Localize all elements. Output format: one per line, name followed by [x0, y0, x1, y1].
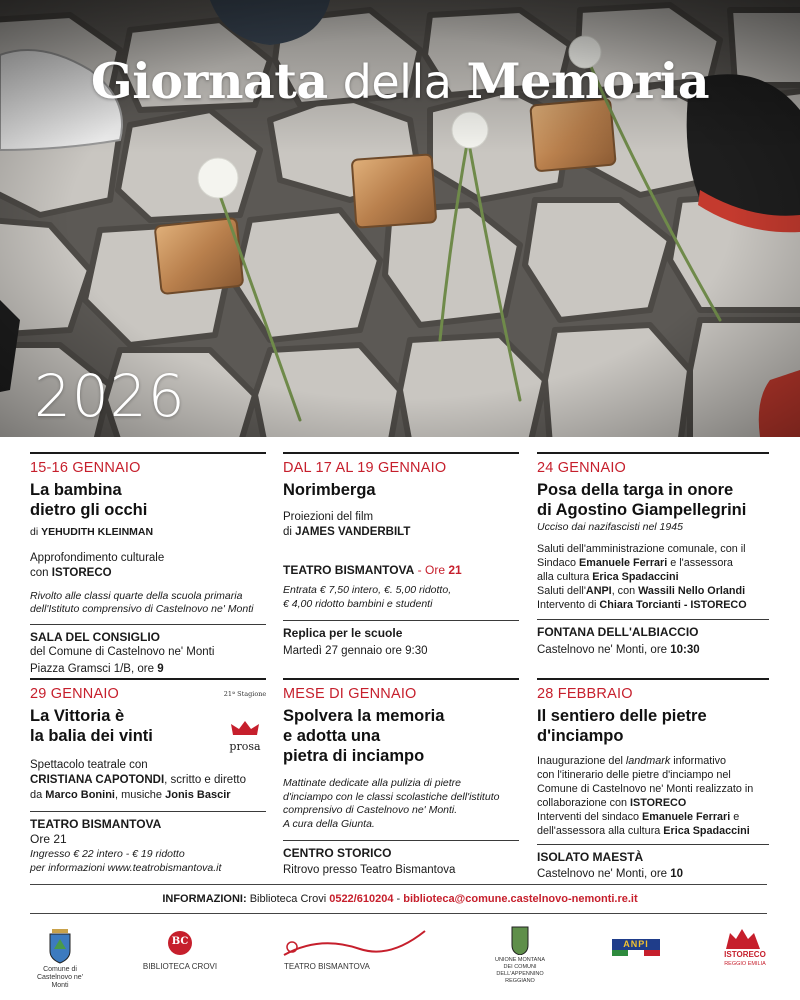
event-note: Rivolto alle classi quarte della scuola primaria dell'Istituto comprensivo di Castelnovo ne' Monti: [30, 589, 254, 615]
event-title: [283, 706, 519, 766]
event-title: [537, 480, 769, 520]
title-line: Il sentiero delle pietre: [537, 707, 707, 725]
divider: [30, 678, 266, 680]
event-desc: Saluti dell'amministrazione comunale, con il Sindaco Emanuele Ferrari e l'assessora alla cultura Erica Spadaccini Saluti dell'ANPI, con Wassili Nello Orlandi Intervento di Chiara Torcianti - ISTORECO: [537, 542, 747, 611]
event-title: [283, 480, 519, 500]
divider: [30, 913, 767, 914]
event-date: DAL 17 AL 19 GENNAIO: [283, 460, 447, 476]
hero-year: 2026: [34, 362, 186, 430]
event-price: Entrata € 7,50 intero, €. 5,00 ridotto, € 4,00 ridotto bambini e studenti: [283, 584, 452, 610]
divider: [30, 452, 266, 454]
title-line: la balia dei vinti: [30, 727, 153, 745]
prosa-logo: [220, 690, 270, 753]
title-part-2: della: [342, 55, 452, 109]
event-date: MESE DI GENNAIO: [283, 686, 417, 702]
info-phone[interactable]: 0522/610204: [329, 893, 394, 905]
teatro-icon: [280, 925, 430, 963]
event-desc: Spettacolo teatrale con CRISTIANA CAPOTONDI, scritto e diretto da Marco Bonini, musiche Jonis Bascir: [30, 759, 246, 801]
event-venue: CENTRO STORICO: [283, 846, 392, 860]
info-email[interactable]: biblioteca@comune.castelnovo-nemonti.re.it: [403, 893, 638, 905]
title-line: pietra di inciampo: [283, 747, 425, 765]
title-line: La Vittoria è: [30, 707, 125, 725]
event-venue: SALA DEL CONSIGLIO: [30, 629, 161, 644]
event-time: Ore 21: [30, 832, 67, 846]
title-part-1: Giornata: [90, 52, 328, 110]
title-line: Posa della targa in onore: [537, 481, 734, 499]
title-line: La bambina: [30, 481, 122, 499]
venue-details: Ritrovo presso Teatro Bismantova: [283, 864, 456, 876]
event-author: di YEHUDITH KLEINMAN: [30, 526, 154, 538]
event-date: 29 GENNAIO: [30, 686, 120, 702]
event-note: Mattinate dedicate alla pulizia di pietre d'inciampo con le classi scolastiche dell'istituto comprensivo di Castelnovo ne' Monti. A cura della Giunta.: [283, 777, 500, 830]
event-4: [30, 678, 266, 875]
event-1: [30, 452, 266, 677]
divider: [283, 620, 519, 621]
prosa-label: prosa: [229, 740, 261, 753]
event-desc: Inaugurazione del landmark informativo con l'itinerario delle pietre d'inciampo nel Comune di Castelnovo ne' Monti realizzato in collaborazione con ISTORECO Interventi del sindaco Emanuele Ferrari e dell'assessora alla cultura Erica Spadaccini: [537, 755, 754, 837]
event-date: 28 FEBBRAIO: [537, 686, 633, 702]
divider: [537, 678, 769, 680]
hero-title: [0, 52, 800, 110]
crest-icon: [30, 925, 90, 965]
teatro-bismantova-logo: TEATRO BISMANTOVA: [280, 925, 430, 985]
divider: [30, 811, 266, 812]
event-date: 15-16 GENNAIO: [30, 460, 141, 476]
divider: [30, 624, 266, 625]
title-line: di Agostino Giampellegrini: [537, 501, 747, 519]
event-3: [537, 452, 769, 658]
venue-details: del Comune di Castelnovo ne' Monti Piazza Gramsci 1/B, ore 9: [30, 645, 215, 675]
anpi-logo: ANPI: [608, 925, 664, 985]
divider: [537, 452, 769, 454]
title-line: dietro gli occhi: [30, 501, 148, 519]
event-5: [283, 678, 519, 878]
season-label: 21ª Stagione: [223, 690, 267, 698]
event-venue: FONTANA DELL'ALBIACCIO: [537, 624, 699, 639]
divider: [537, 619, 769, 620]
event-title: [30, 480, 266, 520]
replica-line: Martedì 27 gennaio ore 9:30: [283, 645, 428, 657]
biblioteca-logo: BC BIBLIOTECA CROVI: [140, 925, 220, 985]
event-subtitle: Ucciso dai nazifascisti nel 1945: [537, 521, 683, 533]
title-line: e adotta una: [283, 727, 381, 745]
title-part-3: Memoria: [466, 52, 710, 110]
event-title: [537, 706, 769, 746]
venue-details: Castelnovo ne' Monti, ore 10:30: [537, 643, 700, 656]
event-desc: Proiezioni del film di JAMES VANDERBILT: [283, 511, 411, 538]
event-2: [283, 452, 519, 659]
title-line: d'inciampo: [537, 727, 624, 745]
info-label: INFORMAZIONI:: [162, 893, 247, 905]
divider: [537, 844, 769, 845]
divider: [30, 884, 767, 885]
event-date: 24 GENNAIO: [537, 460, 627, 476]
event-venue: TEATRO BISMANTOVA: [30, 817, 162, 831]
info-line: INFORMAZIONI: Biblioteca Crovi 0522/610204 - biblioteca@comune.castelnovo-nemonti.re.it: [162, 893, 638, 905]
replica-title: Replica per le scuole: [283, 626, 403, 640]
sponsor-logos: [30, 925, 770, 989]
event-6: [537, 678, 769, 882]
title-line: Spolvera la memoria: [283, 707, 445, 725]
event-price: Ingresso € 22 intero - € 19 ridotto per informazioni www.teatrobismantova.it: [30, 848, 222, 874]
event-desc: Approfondimento culturale con ISTORECO: [30, 551, 165, 579]
event-venue: ISOLATO MAESTÀ: [537, 850, 644, 864]
divider: [283, 452, 519, 454]
crest-icon: [485, 925, 555, 955]
hero-photo: [0, 0, 800, 437]
istoreco-logo: ISTORECO REGGIO EMILIA: [720, 925, 770, 985]
crown-icon: [230, 720, 260, 736]
event-venue: TEATRO BISMANTOVA - Ore 21: [283, 563, 462, 577]
istoreco-icon: [720, 925, 770, 951]
venue-details: Castelnovo ne' Monti, ore 10: [537, 868, 684, 880]
comune-logo: Comune di Castelnovo ne' Monti: [30, 925, 90, 985]
title-line: Norimberga: [283, 481, 376, 499]
divider: [283, 840, 519, 841]
info-place: Biblioteca Crovi: [246, 893, 330, 905]
unione-montana-logo: UNIONE MONTANA DEI COMUNI DELL'APPENNINO REGGIANO: [485, 925, 555, 985]
divider: [283, 678, 519, 680]
